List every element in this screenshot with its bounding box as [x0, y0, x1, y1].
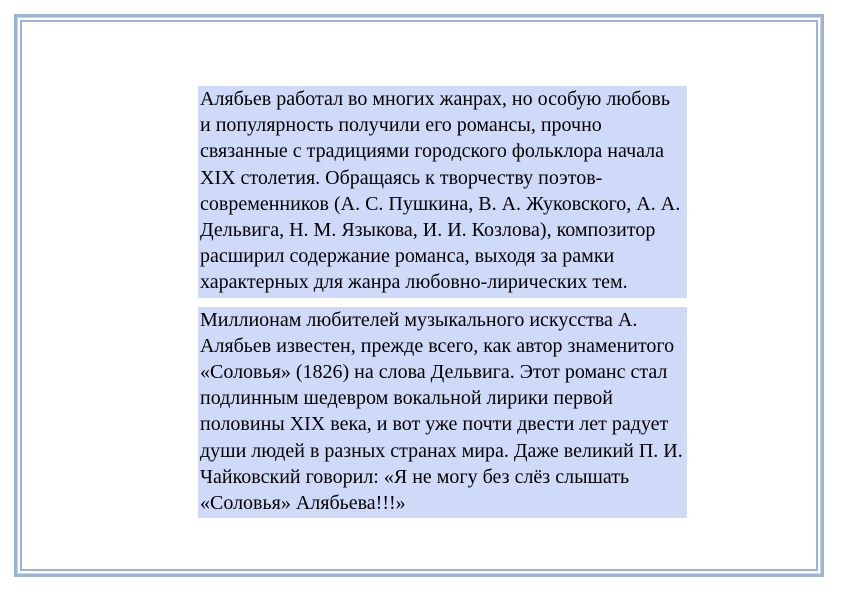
- paragraph-nightingale: Миллионам любителей музыкального искусства А. Алябьев известен, прежде всего, как автор знаменитого «Соловья» (1826) на слова Дельвига. Этот романс стал подлинным шедевром вокальной лирики первой половины XIX века, и вот уже почти двести лет радует души людей в разных странах мира. Даже великий П. И. Чайковский говорил: «Я не могу без слёз слышать «Соловья» Алябьева!!!»: [198, 307, 687, 519]
- paragraph-romances: Алябьев работал во многих жанрах, но особую любовь и популярность получили его романсы, прочно связанные с традициями городского фольклора начала XIX столетия. Обращаясь к творчеству поэтов-современников (А. С. Пушкина, В. А. Жуковского, А. А. Дельвига, Н. М. Языкова, И. И. Козлова), композитор расширил содержание романса, выходя за рамки характерных для жанра любовно-лирических тем.: [198, 86, 687, 298]
- text-block: [198, 86, 687, 518]
